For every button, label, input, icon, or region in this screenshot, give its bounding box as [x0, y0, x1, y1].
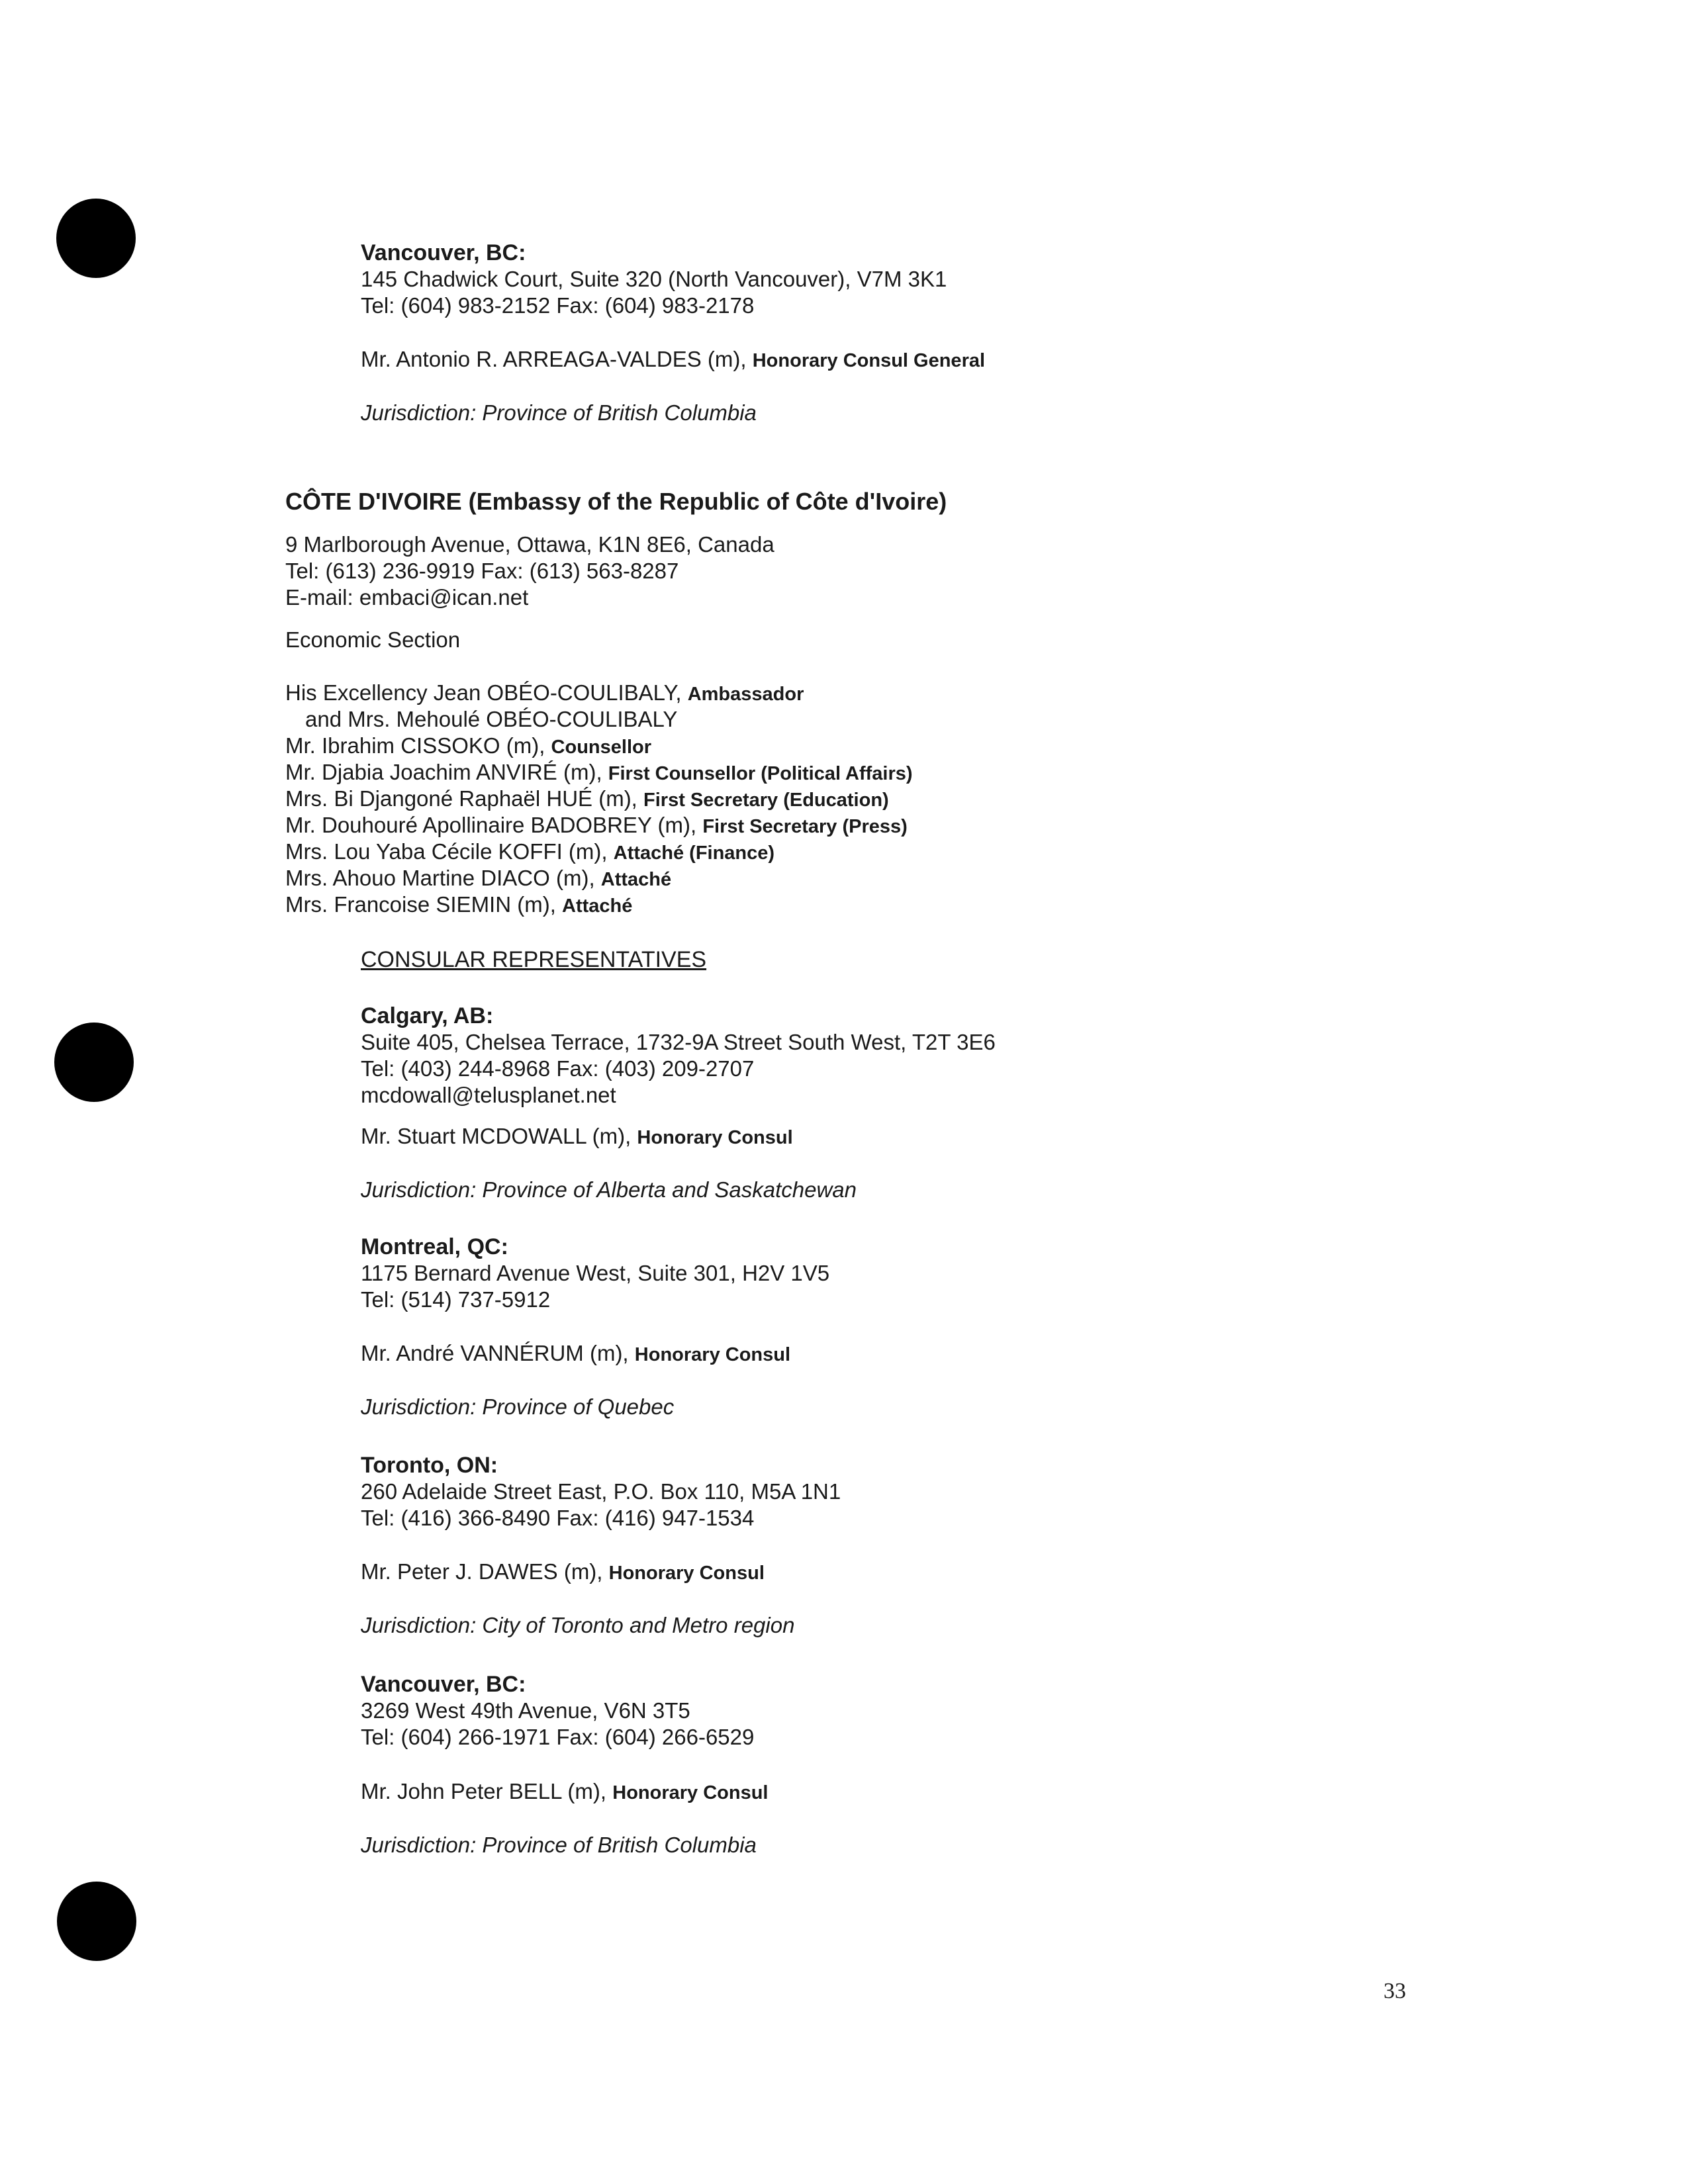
staff-title: Attaché (Finance) — [613, 842, 775, 864]
vancouver-officer — [361, 346, 985, 374]
consulate-address: 1175 Bernard Avenue West, Suite 301, H2V 1V5 — [361, 1261, 830, 1285]
staff-entry — [285, 786, 889, 813]
consulate-heading: Montreal, QC: — [361, 1234, 508, 1259]
binder-hole-middle — [54, 1023, 134, 1102]
consulate-jurisdiction: Jurisdiction: Province of British Columbia — [361, 1833, 757, 1857]
staff-name: Mrs. Lou Yaba Cécile KOFFI (m), — [285, 839, 614, 864]
consulate-phone: Tel: (416) 366-8490 Fax: (416) 947-1534 — [361, 1506, 755, 1530]
consulate-jurisdiction: Jurisdiction: Province of Alberta and Saskatchewan — [361, 1177, 857, 1202]
vancouver-address: 145 Chadwick Court, Suite 320 (North Vancouver), V7M 3K1 — [361, 267, 947, 291]
staff-title: First Secretary (Education) — [643, 790, 889, 811]
embassy-section-label: Economic Section — [285, 627, 461, 652]
officer-title: Honorary Consul — [634, 1344, 791, 1365]
binder-hole-bottom — [57, 1882, 136, 1961]
consulate-officer — [361, 1340, 790, 1368]
embassy-phone: Tel: (613) 236-9919 Fax: (613) 563-8287 — [285, 559, 679, 583]
embassy-email: E-mail: embaci@ican.net — [285, 585, 529, 610]
staff-title: First Counsellor (Political Affairs) — [608, 763, 913, 784]
staff-name: Mrs. Bi Djangoné Raphaël HUÉ (m), — [285, 786, 644, 811]
officer-name: Mr. Stuart MCDOWALL (m), — [361, 1124, 637, 1148]
staff-title: Attaché — [562, 895, 633, 917]
consulate-address: 3269 West 49th Avenue, V6N 3T5 — [361, 1698, 690, 1723]
staff-title: Attaché — [600, 869, 672, 890]
consulate-address: Suite 405, Chelsea Terrace, 1732-9A Street South West, T2T 3E6 — [361, 1030, 996, 1054]
consulate-address: 260 Adelaide Street East, P.O. Box 110, M5A 1N1 — [361, 1479, 841, 1504]
officer-title: Honorary Consul — [637, 1127, 793, 1148]
staff-name: Mrs. Ahouo Martine DIACO (m), — [285, 866, 601, 890]
officer-title: Honorary Consul General — [752, 350, 986, 371]
staff-name: Mrs. Francoise SIEMIN (m), — [285, 892, 563, 917]
officer-name: Mr. Peter J. DAWES (m), — [361, 1559, 609, 1584]
consulate-jurisdiction: Jurisdiction: City of Toronto and Metro region — [361, 1613, 795, 1637]
staff-name: His Excellency Jean OBÉO-COULIBALY, — [285, 680, 688, 705]
staff-entry — [285, 759, 913, 787]
consulate-heading: Calgary, AB: — [361, 1003, 494, 1028]
staff-entry — [285, 680, 804, 707]
officer-title: Honorary Consul — [612, 1782, 769, 1803]
consulate-officer — [361, 1123, 793, 1151]
staff-entry — [285, 812, 908, 840]
vancouver-phone: Tel: (604) 983-2152 Fax: (604) 983-2178 — [361, 293, 755, 318]
binder-hole-top — [56, 199, 136, 278]
consulate-phone: Tel: (403) 244-8968 Fax: (403) 209-2707 — [361, 1056, 755, 1081]
officer-name: Mr. André VANNÉRUM (m), — [361, 1341, 635, 1365]
consulate-officer — [361, 1778, 769, 1806]
staff-name: Mr. Ibrahim CISSOKO (m), — [285, 733, 551, 758]
staff-title: First Secretary (Press) — [702, 816, 908, 837]
consulate-heading: Toronto, ON: — [361, 1453, 498, 1478]
consulate-phone: Tel: (604) 266-1971 Fax: (604) 266-6529 — [361, 1725, 755, 1749]
page-number: 33 — [1383, 1979, 1406, 2003]
staff-entry — [285, 733, 651, 760]
officer-name: Mr. John Peter BELL (m), — [361, 1779, 613, 1803]
consulate-phone: Tel: (514) 737-5912 — [361, 1287, 551, 1312]
officer-name: Mr. Antonio R. ARREAGA-VALDES (m), — [361, 347, 753, 371]
vancouver-jurisdiction: Jurisdiction: Province of British Columbia — [361, 400, 757, 425]
consulate-heading: Vancouver, BC: — [361, 1672, 526, 1697]
consulate-email: mcdowall@telusplanet.net — [361, 1083, 616, 1107]
staff-entry — [285, 865, 671, 893]
embassy-title: CÔTE D'IVOIRE (Embassy of the Republic of Côte d'Ivoire) — [285, 488, 947, 515]
staff-title: Counsellor — [551, 737, 652, 758]
vancouver-heading: Vancouver, BC: — [361, 240, 526, 265]
staff-entry — [285, 891, 632, 919]
staff-title: Ambassador — [687, 684, 804, 705]
staff-name: and Mrs. Mehoulé OBÉO-COULIBALY — [305, 707, 678, 731]
staff-entry — [305, 706, 677, 734]
consulate-jurisdiction: Jurisdiction: Province of Quebec — [361, 1394, 675, 1419]
staff-name: Mr. Djabia Joachim ANVIRÉ (m), — [285, 760, 608, 784]
embassy-address: 9 Marlborough Avenue, Ottawa, K1N 8E6, Canada — [285, 532, 774, 557]
consular-representatives-heading: CONSULAR REPRESENTATIVES — [361, 947, 707, 972]
staff-name: Mr. Douhouré Apollinaire BADOBREY (m), — [285, 813, 703, 837]
officer-title: Honorary Consul — [608, 1563, 765, 1584]
staff-entry — [285, 839, 774, 866]
consulate-officer — [361, 1559, 765, 1586]
